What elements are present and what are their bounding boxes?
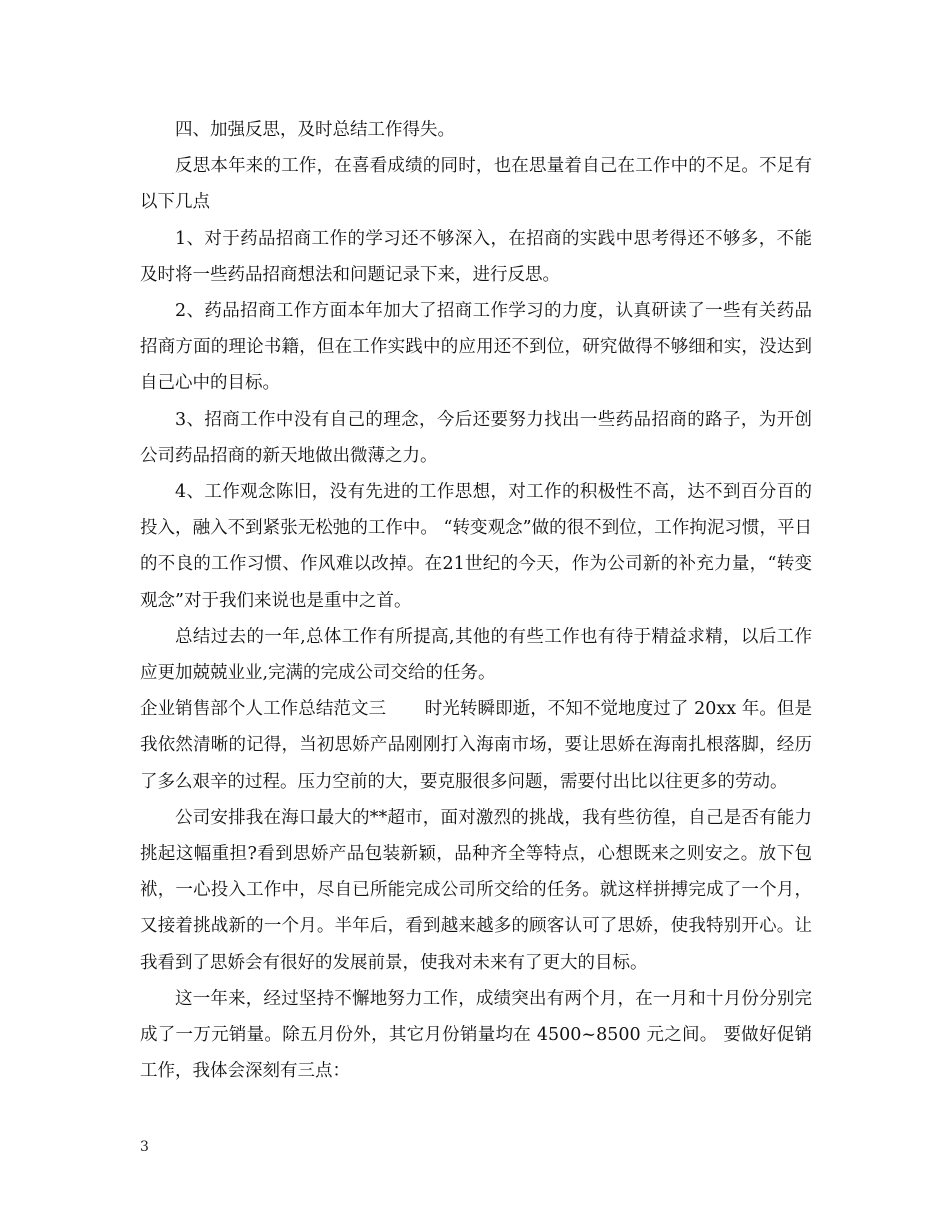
- paragraph-supermarket-assignment: 公司安排我在海口最大的**超市，面对激烈的挑战，我有些彷徨，自己是否有能力挑起这幅重担?看到思娇产品包装新颖，品种齐全等特点，心想既来之则安之。放下包袱，一心投入工作中，尽自已所能完成公司所交给的任务。就这样拼搏完成了一个月，又接着挑战新的一个月。半年后，看到越来越多的顾客认可了思娇，使我特别开心。让我看到了思娇会有很好的发展前景，使我对未来有了更大的目标。: [140, 807, 812, 973]
- paragraph-point-three: 3、招商工作中没有自己的理念，今后还要努力找出一些药品招商的路子，为开创公司药品招商的新天地做出微薄之力。: [140, 409, 812, 466]
- paragraph-point-two: 2、药品招商工作方面本年加大了招商工作学习的力度，认真研读了一些有关药品招商方面的理论书籍，但在工作实践中的应用还不到位，研究做得不够细和实，没达到自己心中的目标。: [140, 301, 812, 394]
- paragraph-reflection-intro: 反思本年来的工作，在喜看成绩的同时，也在思量着自己在工作中的不足。不足有以下几点: [140, 156, 812, 213]
- page-content: [140, 112, 812, 1089]
- section-lead-text: 时光转瞬即逝，不知不觉地度过了 20xx 年。但是我依然清晰的记得，当初思娇产品刚刚打入海南市场，要让思娇在海南扎根落脚，经历了多么艰辛的过程。压力空前的大，要克服很多问题，需要付出比以往更多的劳动。: [140, 699, 813, 792]
- paragraph-heading-four: 四、加强反思，及时总结工作得失。: [175, 120, 455, 140]
- paragraph-point-four: 4、工作观念陈旧，没有先进的工作思想，对工作的积极性不高，达不到百分百的投入，融入不到紧张无松弛的工作中。 “转变观念”做的很不到位，工作拘泥习惯，平日的不良的工作习惯、作风难以改掉。在21世纪的今天，作为公司新的补充力量，“转变观念”对于我们来说也是重中之首。: [140, 482, 812, 611]
- section-three-paragraph: [140, 691, 812, 800]
- paragraph-summary: 总结过去的一年,总体工作有所提高,其他的有些工作也有待于精益求精，以后工作应更加兢兢业业,完满的完成公司交给的任务。: [140, 626, 812, 684]
- paragraph-yearly-results: 这一年来，经过坚持不懈地努力工作，成绩突出有两个月，在一月和十月份分别完成了一万元销量。除五月份外，其它月份销量均在 4500~8500 元之间。 要做好促销工作，我体会深刻有三点：: [140, 988, 812, 1082]
- section-heading: 企业销售部个人工作总结范文三: [140, 699, 387, 720]
- paragraph-point-one: 1、对于药品招商工作的学习还不够深入，在招商的实践中思考得还不够多，不能及时将一些药品招商想法和问题记录下来，进行反思。: [140, 228, 812, 285]
- page-number: 3: [140, 1139, 149, 1155]
